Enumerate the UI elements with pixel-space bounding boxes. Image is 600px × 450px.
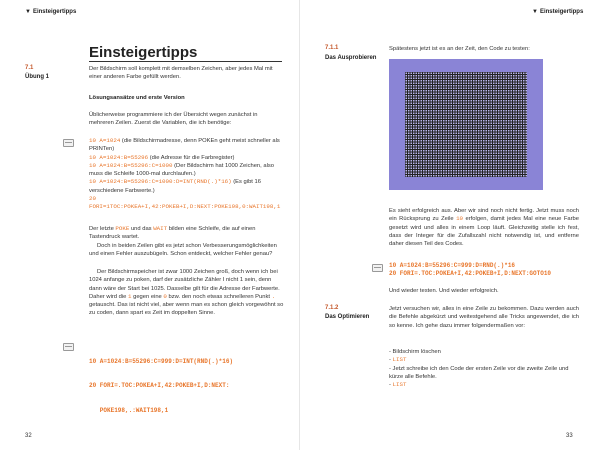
header-marker-icon: ▼	[532, 9, 538, 15]
paragraph-4: Doch in beiden Zeilen gibt es jetzt schon Verbesserungsmöglichkeiten und einen Fehler auszubügeln. Schon entdeckt, welcher Fehler genau?	[89, 243, 277, 258]
list-item: - LIST	[389, 381, 407, 389]
list-item: - LIST	[389, 356, 407, 364]
list-item: - Jetzt schreibe ich den Code der ersten Zeile vor die zweite Zeile und kürze alle Befehle.	[389, 365, 569, 380]
paragraph-3: Jetzt versuchen wir, alles in eine Zeile zu bekommen. Dazu werden auch die Befehle abgekürzt und weitestgehend alle Tricks angewendet, die ich so kenne. Ich gehe dazu immer folgendermaßen vor:	[389, 306, 579, 329]
section-number: 7.1	[25, 65, 34, 71]
section-name: Das Optimieren	[325, 314, 370, 320]
subheading: Lösungsansätze und erste Version	[89, 95, 185, 101]
section-name: Das Ausprobieren	[325, 55, 377, 61]
listing-line: 20 FORI=.TOC:POKEA+I,42:POKEB+I,D:NEXT:	[89, 382, 230, 390]
intro-text: Spätestens jetzt ist es an der Zeit, den Code zu testen:	[389, 46, 530, 52]
section-number: 7.1.1	[325, 45, 339, 51]
steps-list	[389, 348, 579, 389]
page-number: 33	[566, 433, 573, 439]
page-number: 32	[25, 433, 32, 439]
list-item: - Bildschirm löschen	[389, 349, 441, 355]
listing-line: 20 FORI=.TOC:POKEA+I,42:POKEB+I,D:NEXT:GOTO10	[389, 270, 552, 278]
listing-line: POKE198,.:WAIT198,1	[89, 407, 169, 415]
paragraph-3: Der letzte POKE und das WAIT bilden eine Schleife, die auf einen Tastendruck wartet.	[89, 225, 256, 241]
listing-line: 20 FORI=1TOC:POKEA+I,42:POKEB+I,D:NEXT:POKE198,0:WAIT198,1	[89, 195, 281, 211]
section-number: 7.1.2	[325, 305, 339, 311]
listing-line: 10 A=1024 (die Bildschirmadresse, denn POKEn geht meist schneller als PRINTen)	[89, 137, 280, 153]
running-header-left: ▼ Einsteigertipps	[25, 9, 77, 15]
listing	[389, 262, 584, 279]
listing-line: 10 A=1024:B=55296:C=1000 (Der Bildschirm hat 1000 Zeichen, also muss die Schleife 1000-mal durchlaufen.)	[89, 161, 274, 178]
keyboard-icon	[372, 264, 383, 272]
listing-line: 10 A=1024:B=55296:C=1000:D=INT(RND(.)*16) (Es gibt 16 verschiedene Farbwerte.)	[89, 178, 261, 194]
listing-line: 10 A=1024:B=55296:C=999:D=RND(.)*16	[389, 262, 516, 269]
paragraph-2: Üblicherweise programmiere ich der Übersicht wegen zunächst in mehreren Zeilen. Zuerst die Variablen, die ich benötige:	[89, 112, 258, 127]
paragraph-1: Der Bildschirm soll komplett mit demselben Zeichen, aber jedes Mal mit einer anderen Farbe gefüllt werden.	[89, 66, 273, 81]
section-name: Übung 1	[25, 74, 49, 80]
paragraph-5: Der Bildschirmspeicher ist zwar 1000 Zeichen groß, doch wenn ich bei 1024 anfange zu poken, darf der zusätzliche Zähler I nicht 1 sein, denn dann wäre der Start bei 1025. Dasselbe gilt für die Adresse der Farbwerte. Daher wird die 1 gegen eine 0 bzw. den noch etwas schnelleren Punkt . getauscht. Das ist nicht viel, aber wenn man es schon gleich vorgewöhnt so zu coden, dann spart es Zeit im doppelten Sinne.	[89, 269, 284, 317]
paragraph-2: Und wieder testen. Und wieder erfolgreich.	[389, 288, 499, 294]
listing-line: 10 A=1024:B=55296 (die Adresse für die Farbregister)	[89, 153, 235, 161]
paragraph-1: Es sieht erfolgreich aus. Aber wir sind noch nicht fertig. Jetzt muss noch ein Rücksprung zu Zeile 10 erfolgen, damit jedes Mal eine neue Farbe gesetzt wird und alles in einem Loop läuft. Gleichzeitig stelle ich fest, dass der Integer für die Zufallszahl nicht notwendig ist, und entferne daher diesen Teil des Codes.	[389, 208, 579, 248]
running-header-right: ▼ Einsteigertipps	[532, 9, 584, 15]
screen-character-area	[405, 72, 527, 177]
c64-screen-screenshot	[389, 59, 543, 190]
listing-line: 10 A=1024:B=55296:C=999:D=INT(RND(.)*16)	[89, 357, 234, 365]
header-marker-icon: ▼	[25, 9, 31, 15]
page-title: Einsteigertipps	[89, 44, 198, 61]
